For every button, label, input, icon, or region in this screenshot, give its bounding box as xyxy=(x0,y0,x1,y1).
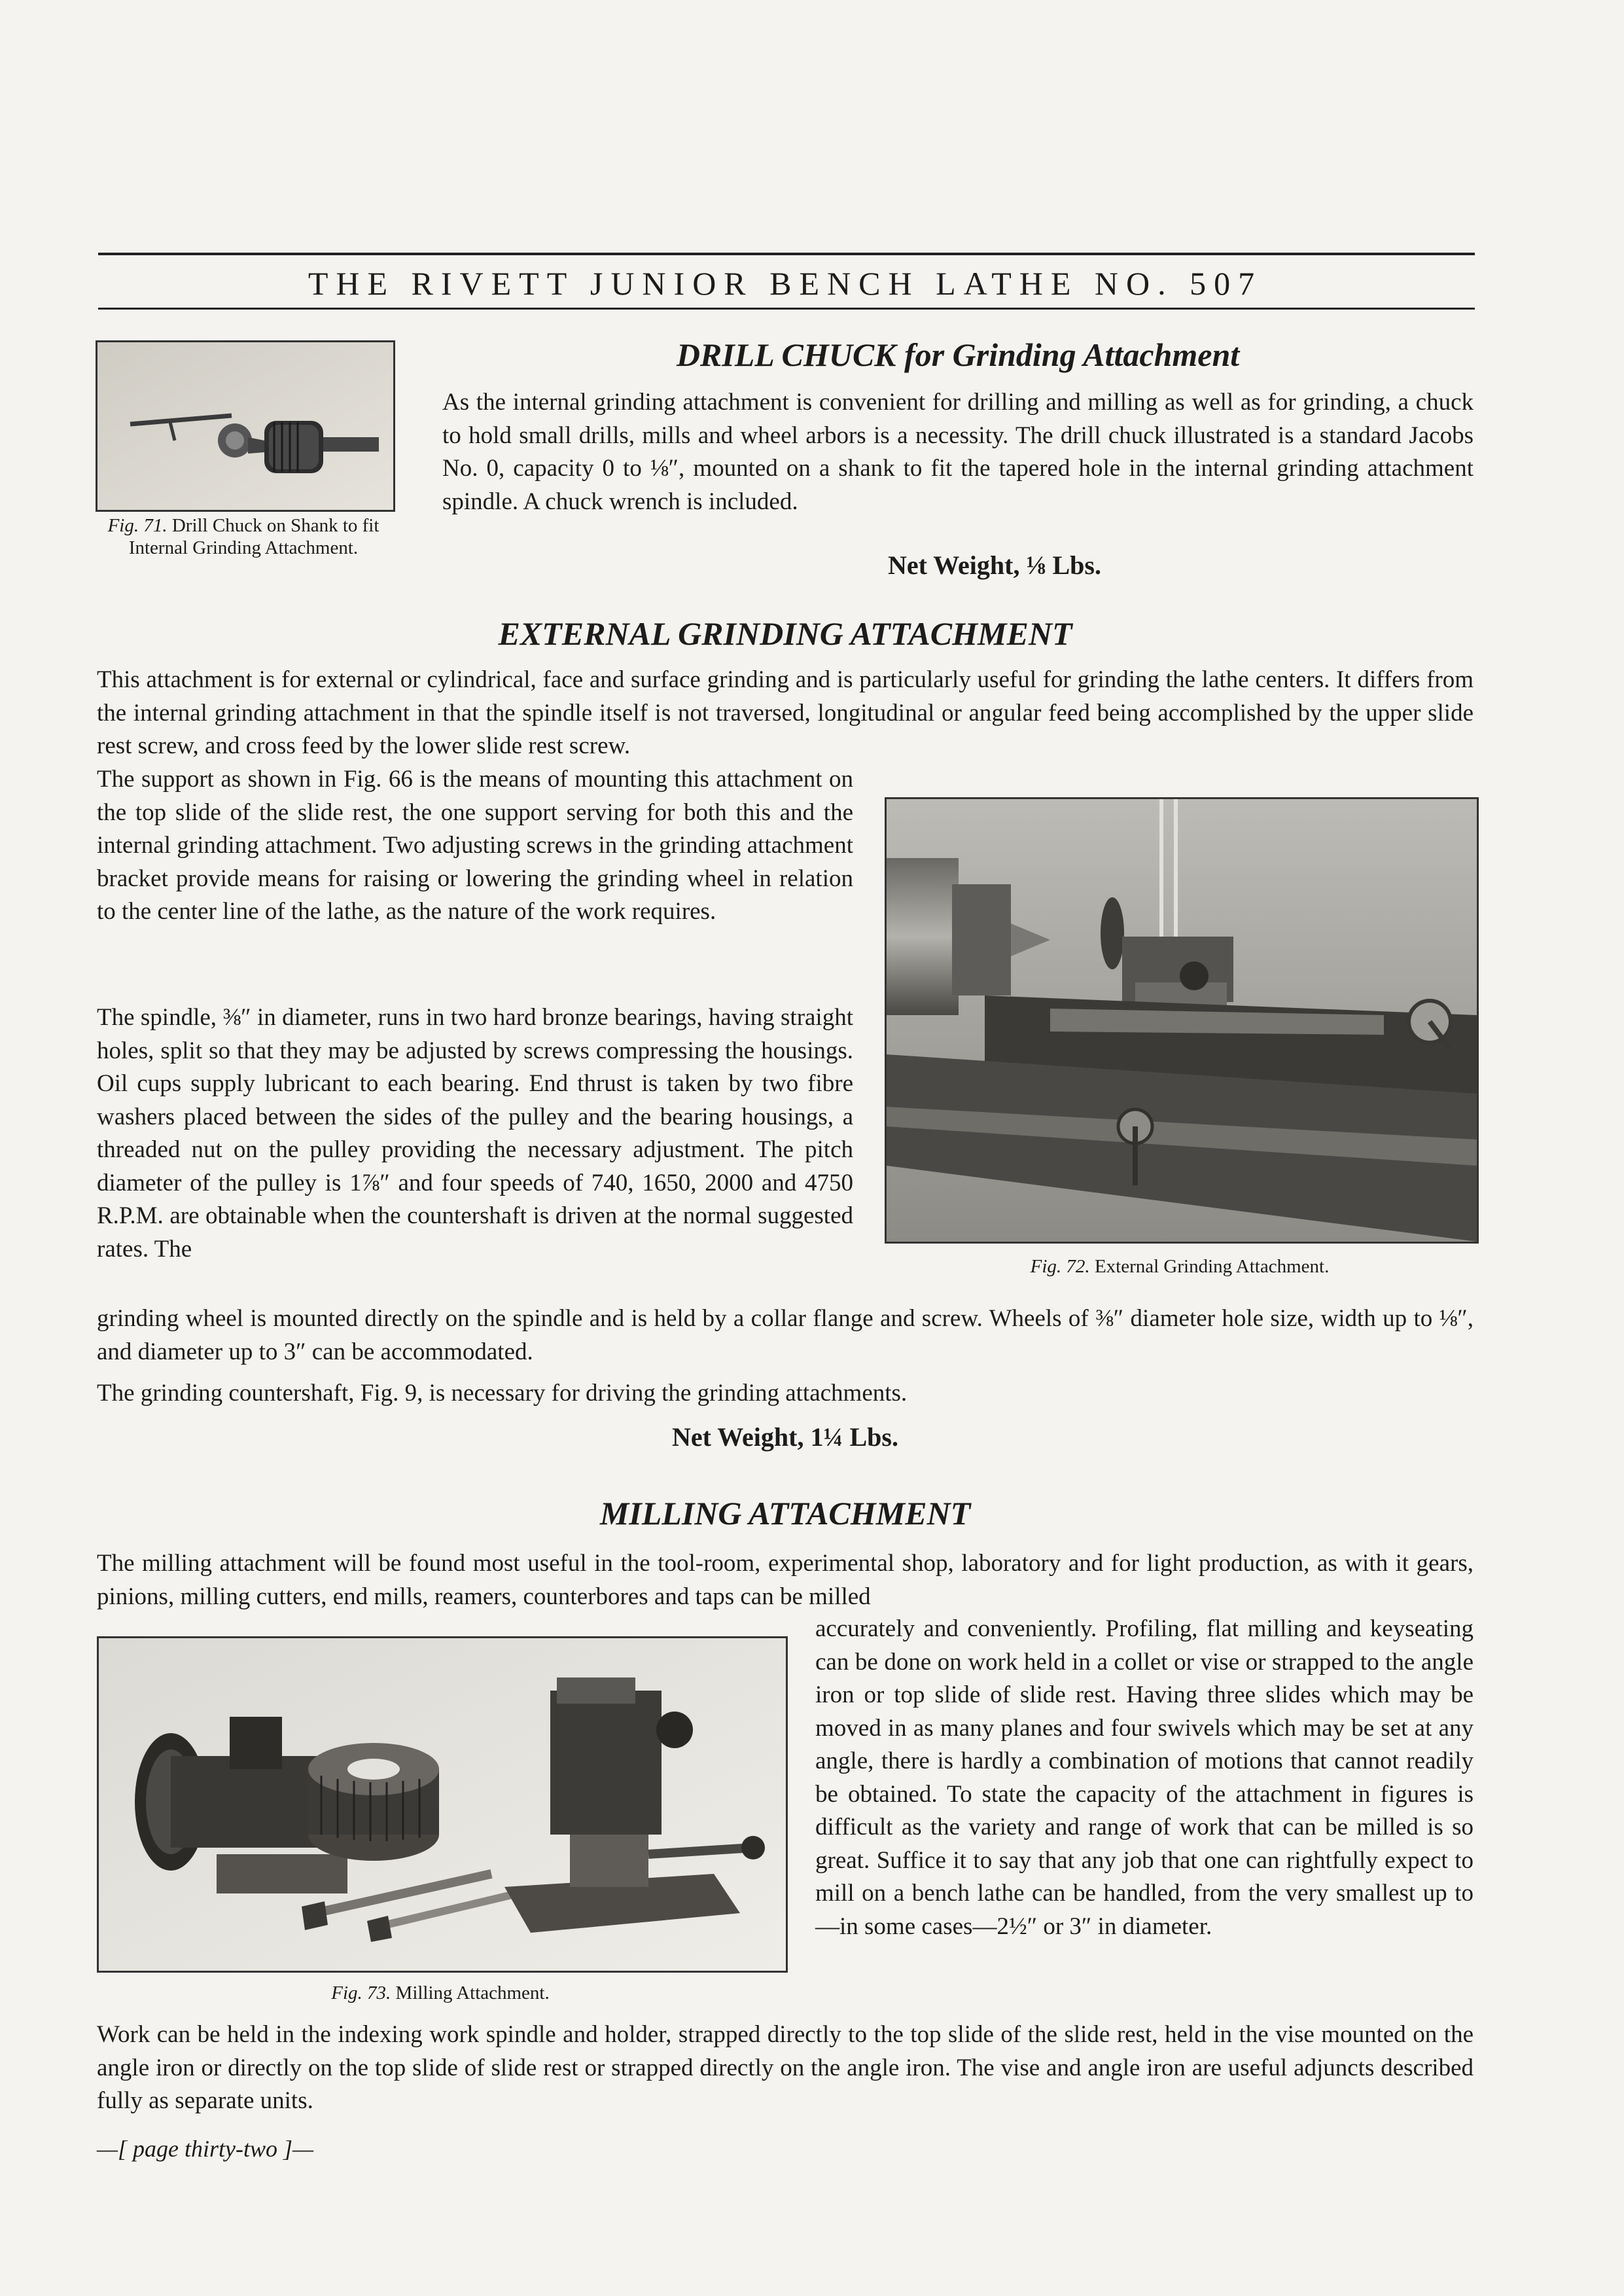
external-grinding-net-weight: Net Weight, 1¼ Lbs. xyxy=(672,1422,898,1452)
page-number-label: —[ page thirty-two ]— xyxy=(97,2136,314,2162)
external-grinding-heading: EXTERNAL GRINDING ATTACHMENT xyxy=(498,615,1072,652)
drill-chuck-photo xyxy=(96,340,395,512)
milling-work-paragraph: Work can be held in the indexing work spindle and holder, strapped directly to the top slide of the slide rest, held in the vise mounted on the angle iron or directly on the top slide of slide rest or strapped directly on the angle iron. The vise and angle iron are useful adjuncts described fully as separate units. xyxy=(97,2021,1474,2114)
milling-attachment-photo xyxy=(97,1636,788,1973)
fig-73-caption xyxy=(97,1982,784,2004)
fig-71-caption xyxy=(85,514,402,559)
countershaft-paragraph: The grinding countershaft, Fig. 9, is necessary for driving the grinding attachments. xyxy=(97,1380,908,1407)
wheel-paragraph: grinding wheel is mounted directly on the spindle and is held by a collar flange and screw. Wheels of ⅜″ diameter hole size, width up to ⅛″, and diameter up to 3″ can be accommodated. xyxy=(97,1305,1474,1365)
fig-72-text: External Grinding Attachment. xyxy=(1094,1256,1330,1277)
drill-chuck-heading: DRILL CHUCK for Grinding Attachment xyxy=(676,336,1240,373)
fig-72-number: Fig. 72. xyxy=(1030,1256,1090,1277)
drill-chuck-net-weight: Net Weight, ⅛ Lbs. xyxy=(888,550,1101,580)
fig-73-text: Milling Attachment. xyxy=(395,1982,550,2003)
page-header-title: THE RIVETT JUNIOR BENCH LATHE NO. 507 xyxy=(308,265,1263,302)
milling-heading: MILLING ATTACHMENT xyxy=(599,1495,971,1532)
header-bottom-rule xyxy=(98,308,1475,310)
fig-72-caption xyxy=(885,1255,1475,1278)
milling-side-paragraph: accurately and conveniently. Profiling, flat milling and keyseating can be done on work held in a collet or vise or strapped to the angle iron or top slide of slide rest. Having three slides which may be moved in as many planes and four swivels which may be set at any angle, there is hardly a combination of motions that cannot readily be obtained. To state the capacity of the attachment in figures is difficult as the variety and range of work that can be milled is so great. Suffice it to say that any job that one can rightfully expect to mill on a bench lathe can be handled, from the very smallest up to—in some cases—2½″ or 3″ in diameter. xyxy=(815,1615,1474,1940)
external-grinding-photo xyxy=(885,797,1479,1244)
support-paragraph: The support as shown in Fig. 66 is the means of mounting this attachment on the top slide of the slide rest, the one support serving for both this and the internal grinding attachment. Two adjusting screws in the grinding attachment bracket provide means for raising or lowering the grinding wheel in relation to the center line of the lathe, as the nature of the work requires. xyxy=(97,766,853,925)
header-top-rule xyxy=(98,253,1475,255)
drill-chuck-paragraph: As the internal grinding attachment is convenient for drilling and milling as well as for grinding, a chuck to hold small drills, mills and wheel arbors is a necessity. The drill chuck illustrated is a standard Jacobs No. 0, capacity 0 to ⅛″, mounted on a shank to fit the tapered hole in the internal grinding attachment spindle. A chuck wrench is included. xyxy=(442,389,1474,515)
spindle-paragraph: The spindle, ⅜″ in diameter, runs in two hard bronze bearings, having straight holes, split so that they may be adjusted by screws compressing the housings. Oil cups supply lubricant to each bearing. End thrust is taken by two fibre washers placed between the sides of the pulley and the bearing housings, a threaded nut on the pulley providing the necessary adjustment. The pitch diameter of the pulley is 1⅞″ and four speeds of 740, 1650, 2000 and 4750 R.P.M. are obtainable when the countershaft is driven at the normal suggested rates. The xyxy=(97,1004,853,1263)
external-grinding-intro: This attachment is for external or cylindrical, face and surface grinding and is particularly useful for grinding the lathe centers. It differs from the internal grinding attachment in that the spindle itself is not traversed, longitudinal or angular feed being accomplished by the upper slide rest screw, and cross feed by the lower slide rest screw. xyxy=(97,666,1474,759)
fig-71-text: Drill Chuck on Shank to fit Internal Grinding Attachment. xyxy=(128,515,380,558)
fig-71-number: Fig. 71. xyxy=(107,515,168,536)
fig-73-number: Fig. 73. xyxy=(331,1982,391,2003)
milling-intro: The milling attachment will be found most useful in the tool-room, experimental shop, laboratory and for light production, as with it gears, pinions, milling cutters, end mills, reamers, counterbores and taps can be milled xyxy=(97,1550,1474,1610)
